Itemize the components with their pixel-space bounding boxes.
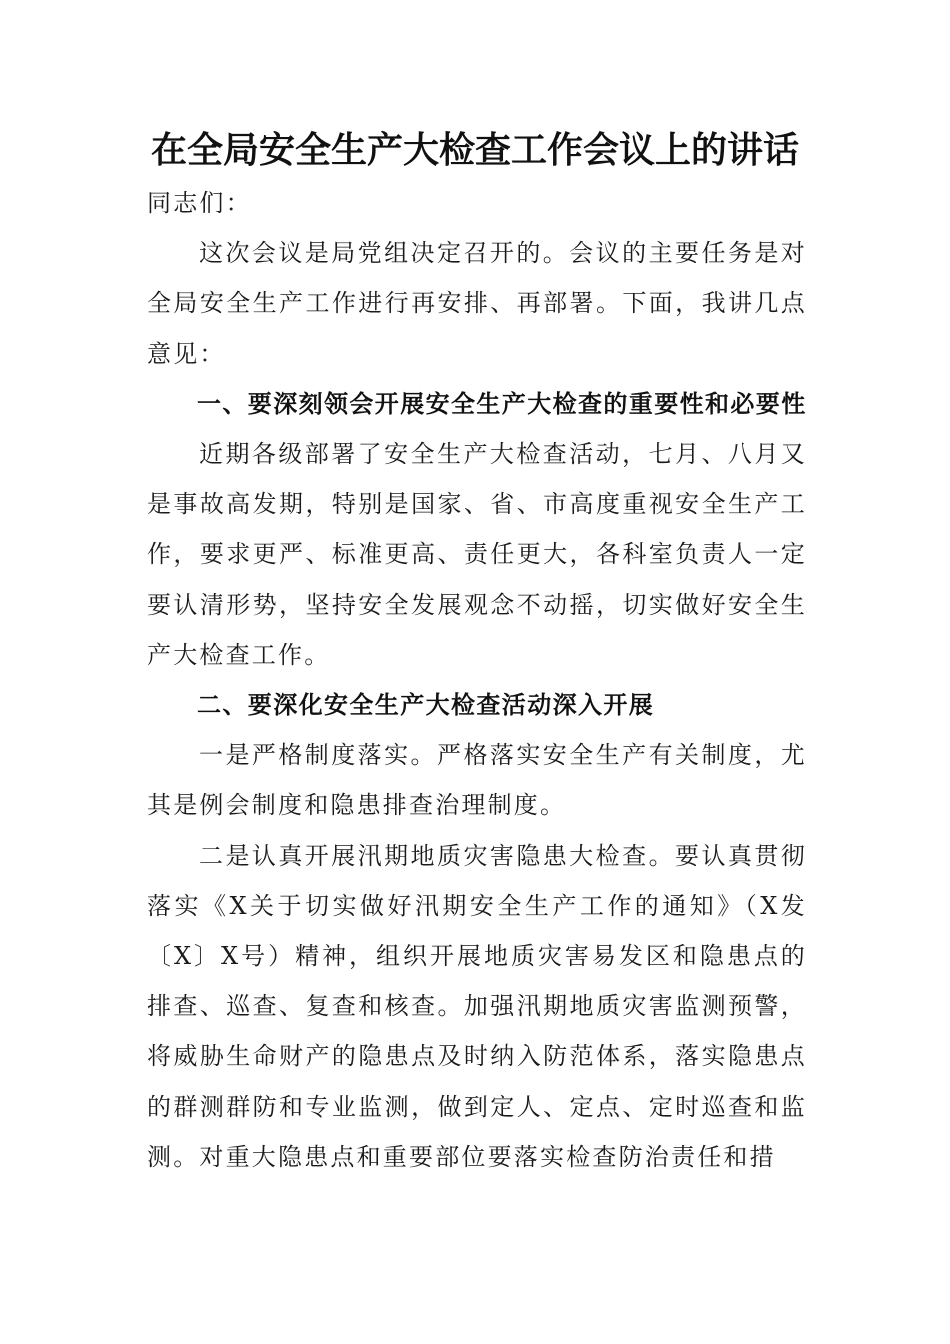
salutation: 同志们： xyxy=(147,189,252,217)
section-2-point-2: 二是认真开展汛期地质灾害隐患大检查。要认真贯彻落实《X关于切实做好汛期安全生产工作的通知》（X发〔X〕X号）精神，组织开展地质灾害易发区和隐患点的排查、巡查、复查和核查。加强汛期地质灾害监测预警，将威胁生命财产的隐患点及时纳入防范体系，落实隐患点的群测群防和专业监测，做到定人、定点、定时巡查和监测。对重大隐患点和重要部位要落实检查防治责任和措 xyxy=(147,841,807,1171)
section-2-heading: 二、要深化安全生产大检查活动深入开展 xyxy=(197,691,655,720)
intro-paragraph: 这次会议是局党组决定召开的。会议的主要任务是对全局安全生产工作进行再安排、再部署。下面，我讲几点意见： xyxy=(147,239,807,368)
section-2-point-1: 一是严格制度落实。严格落实安全生产有关制度，尤其是例会制度和隐患排查治理制度。 xyxy=(147,741,807,820)
document-body xyxy=(147,178,807,1182)
document-title: 在全局安全生产大检查工作会议上的讲话 xyxy=(150,130,799,171)
section-1-heading: 一、要深刻领会开展安全生产大检查的重要性和必要性 xyxy=(197,389,807,418)
section-1-paragraph: 近期各级部署了安全生产大检查活动，七月、八月又是事故高发期，特别是国家、省、市高度重视安全生产工作，要求更严、标准更高、责任更大，各科室负责人一定要认清形势，坚持安全发展观念不动摇，切实做好安全生产大检查工作。 xyxy=(147,440,807,669)
